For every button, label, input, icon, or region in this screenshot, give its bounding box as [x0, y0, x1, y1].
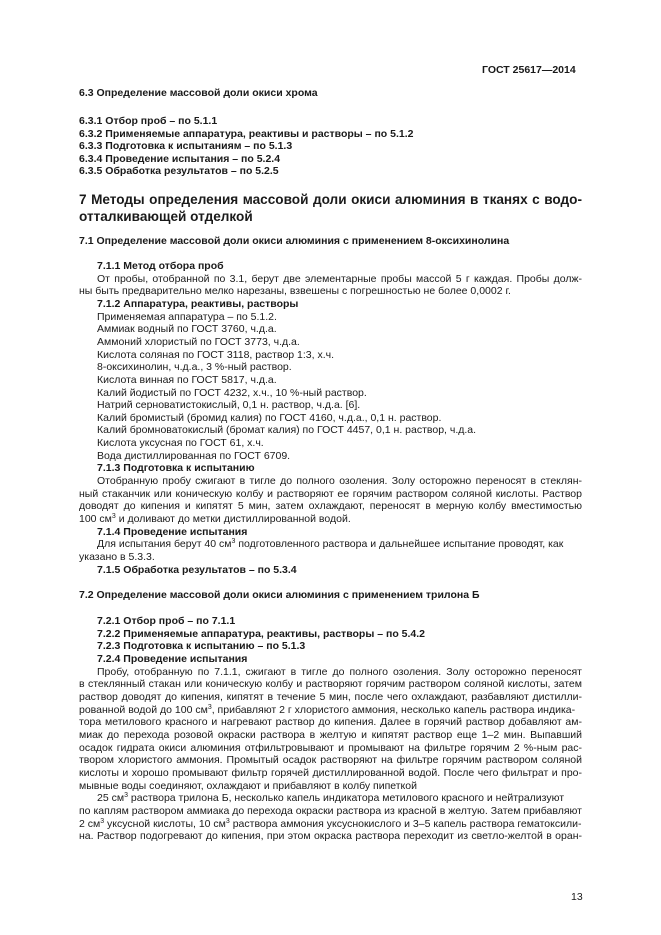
subsection-heading: 7.1.2 Аппаратура, реактивы, растворы — [97, 298, 299, 310]
paragraph-line: мывные воды соединяют, охлаждают и прибавляют в колбу пипеткой — [79, 780, 417, 792]
paragraph-line: доводят до кипения и кипятят 5 мин, затем охлаждают, переносят в мерную колбу вместимостью — [79, 500, 582, 512]
paragraph-line: ны быть предварительно мелко нарезаны, взвешены с погрешностью не более 0,0002 г. — [79, 285, 511, 297]
subsection-line: 6.3.2 Применяемые аппаратура, реактивы и растворы – по 5.1.2 — [79, 128, 414, 140]
paragraph-line: на. Раствор подогревают до кипения, при этом окраска раствора переходит из светло-желтой в оран- — [79, 830, 582, 842]
list-item: Калий бромноватокислый (бромат калия) по ГОСТ 4457, 0,1 н. раствор, ч.д.а. — [97, 424, 477, 436]
subsection-line: 6.3.5 Обработка результатов – по 5.2.5 — [79, 165, 279, 177]
list-item: Аммиак водный по ГОСТ 3760, ч.д.а. — [97, 323, 277, 335]
list-item: Аммоний хлористый по ГОСТ 3773, ч.д.а. — [97, 336, 300, 348]
subsection-heading: 7.1.4 Проведение испытания — [97, 526, 248, 538]
paragraph-line: 2 $см^3$ уксусной кислоты, 10 $см^3$ раствора аммония уксуснокислого и 3–5 капель раствора гематоксили- — [79, 818, 582, 830]
paragraph-line: Для испытания берут 40 $см^3$ подготовленного раствора и дальнейшее испытание проводят, как — [97, 538, 564, 550]
chapter-title: 7 Методы определения массовой доли окиси алюминия в тканях с водо- — [79, 192, 582, 207]
subsection-line: 7.2.3 Подготовка к испытанию – по 5.1.3 — [97, 640, 306, 652]
paragraph-line: осадок гидрата окиси алюминия отфильтровывают и промывают на фильтре горячим 2 %-ным рас- — [79, 742, 582, 754]
list-item: Применяемая аппаратура – по 5.1.2. — [97, 311, 277, 323]
paragraph-line: по каплям раствором аммиака до перехода окраски раствора из красной в желтую. Затем прибавляют — [79, 805, 582, 817]
paragraph-line: 25 $см^3$ раствора трилона Б, несколько капель индикатора метилового красного и нейтрализуют — [97, 792, 565, 804]
list-item: 8-оксихинолин, ч.д.а., 3 %-ный раствор. — [97, 361, 292, 373]
subsection-heading: 7.1.3 Подготовка к испытанию — [97, 462, 255, 474]
standard-header: ГОСТ 25617—2014 — [482, 64, 576, 76]
paragraph-line: 100 $см^3$ и доливают до метки дистиллированной водой. — [79, 513, 351, 525]
list-item: Калий бромистый (бромид калия) по ГОСТ 4160, ч.д.а., 0,1 н. раствор. — [97, 412, 442, 424]
subsection-heading: 7.2.4 Проведение испытания — [97, 653, 248, 665]
subsection-line: 6.3.3 Подготовка к испытаниям – по 5.1.3 — [79, 140, 293, 152]
list-item: Кислота винная по ГОСТ 5817, ч.д.а. — [97, 374, 277, 386]
page-number: 13 — [571, 891, 583, 903]
list-item: Натрий серноватистокислый, 0,1 н. раствор, ч.д.а. [6]. — [97, 399, 361, 411]
paragraph-line: указано в 5.3.3. — [79, 551, 155, 563]
paragraph-line: От пробы, отобранной по 3.1, берут две элементарные пробы массой 5 г каждая. Пробы долж- — [97, 273, 582, 285]
list-item: Калий йодистый по ГОСТ 4232, х.ч., 10 %-ный раствор. — [97, 387, 367, 399]
paragraph-line: раствор доводят до кипения, кипятят в течение 5 мин, после чего охлаждают, разбавляют дистилли- — [79, 691, 582, 703]
section-heading: 7.2 Определение массовой доли окиси алюминия с применением трилона Б — [79, 589, 480, 601]
subsection-line: 7.2.2 Применяемые аппаратура, реактивы, растворы – по 5.4.2 — [97, 628, 426, 640]
subsection-line: 7.2.1 Отбор проб – по 7.1.1 — [97, 615, 236, 627]
list-item: Вода дистиллированная по ГОСТ 6709. — [97, 450, 291, 462]
paragraph-line: миак до перехода розовой окраски раствора в желтую и кипятят раствор еще 1–2 мин. Выпавший — [79, 729, 582, 741]
paragraph-line: твором хлористого аммония. Промытый осадок растворяют на фильтре горячим раствором соляной — [79, 754, 582, 766]
section-heading: 7.1 Определение массовой доли окиси алюминия с применением 8-оксихинолина — [79, 235, 510, 247]
subsection-heading: 7.1.5 Обработка результатов – по 5.3.4 — [97, 564, 297, 576]
subsection-line: 6.3.1 Отбор проб – по 5.1.1 — [79, 115, 218, 127]
paragraph-line: ный стаканчик или коническую колбу и растворяют ее горячим раствором соляной кислоты. Раствор — [79, 488, 582, 500]
paragraph-line: в стеклянный стакан или коническую колбу и растворяют горячим раствором соляной кислоты, затем — [79, 678, 582, 690]
paragraph-line: рованной водой до 100 $см^3$, прибавляют 2 г хлористого аммония, несколько капель раствора индика- — [79, 704, 576, 716]
subsection-line: 6.3.4 Проведение испытания – по 5.2.4 — [79, 153, 281, 165]
list-item: Кислота соляная по ГОСТ 3118, раствор 1:3, х.ч. — [97, 349, 335, 361]
list-item: Кислота уксусная по ГОСТ 61, х.ч. — [97, 437, 264, 449]
paragraph-line: Пробу, отобранную по 7.1.1, сжигают в тигле до полного озоления. Золу осторожно переносят — [97, 666, 582, 678]
subsection-heading: 7.1.1 Метод отбора проб — [97, 260, 224, 272]
paragraph-line: Отобранную пробу сжигают в тигле до полного озоления. Золу осторожно переносят в стеклян- — [97, 475, 582, 487]
chapter-title-cont: отталкивающей отделкой — [79, 209, 253, 224]
section-heading: 6.3 Определение массовой доли окиси хрома — [79, 87, 318, 99]
paragraph-line: тора метилового красного и нагревают раствор до кипения. Далее в горячий раствор добавляют ам- — [79, 716, 582, 728]
paragraph-line: кислоты и хорошо промывают фильтр горячей дистиллированной водой. После чего фильтрат и про- — [79, 767, 582, 779]
